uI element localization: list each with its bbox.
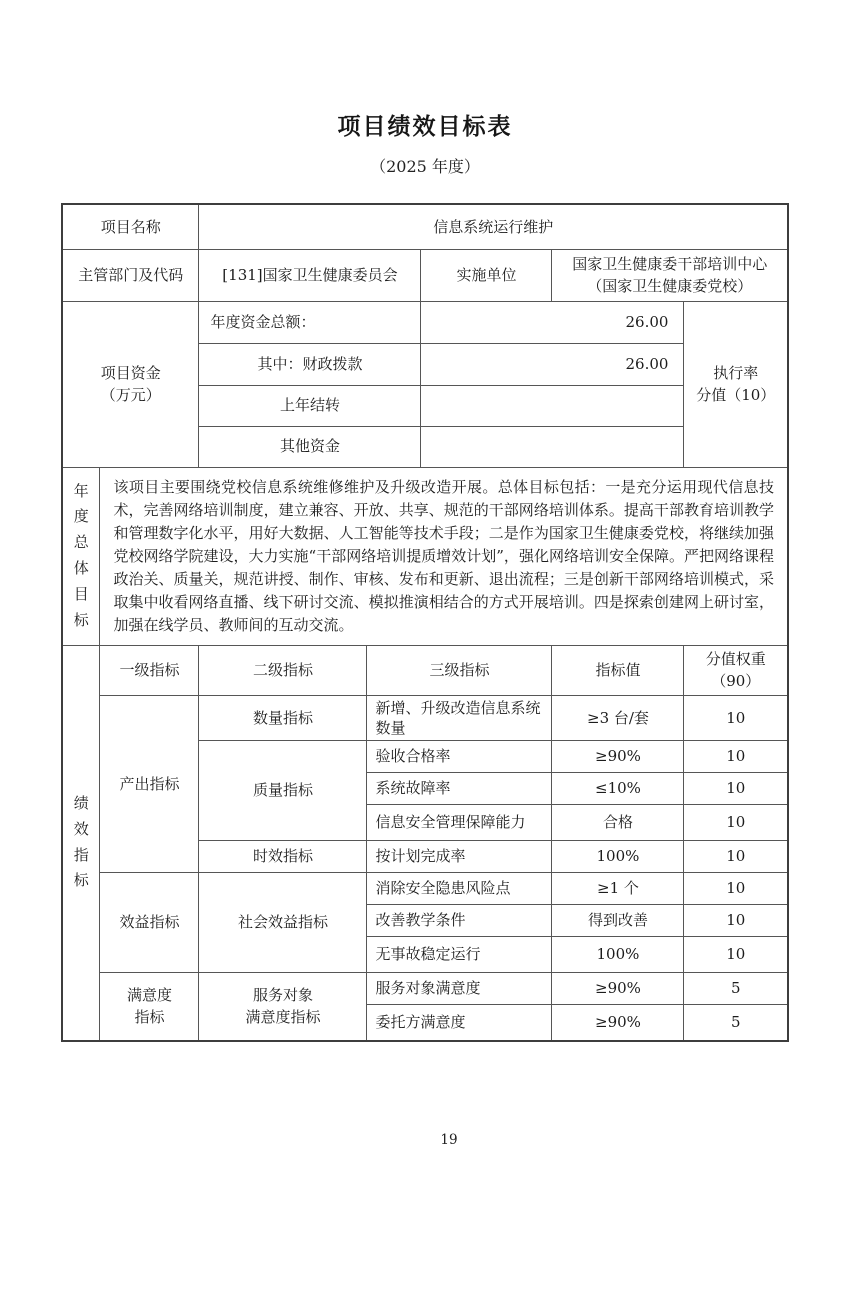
implement-unit-line2: （国家卫生健康委党校） [587, 277, 753, 295]
page-subtitle: （2025 年度） [370, 157, 480, 176]
funding-other-value-cell [421, 426, 684, 467]
indicator-weight-cell: 10 [684, 905, 788, 937]
level3-cell: 委托方满意度 [367, 1005, 552, 1041]
header-weight-line1: 分值权重 [705, 649, 766, 668]
indicators-label: 绩效指标 [73, 793, 89, 890]
level3-cell: 按计划完成率 [367, 841, 552, 873]
annual-goal-text-cell: 该项目主要围绕党校信息系统维修维护及升级改造开展。总体目标包括：一是充分运用现代信息技术，完善网络培训制度，建立兼容、开放、共享、规范的干部网络培训体系。提高干部教育培训教学和管理数字化水平，用好大数据、人工智能等技术手段；二是作为国家卫生健康委党校，将继续加强党校网络学院建设，大力实施“干部网络培训提质增效计划”，强化网络培训安全保障。严把网络课程政治关、质量关，规范讲授、制作、审核、发布和更新、退出流程；三是创新干部网络培训模式，采取集中收看网络直播、线下研讨交流、模拟推演相结合的方式开展培训。四是探索创建网上研讨室，加强在线学员、教师间的互动交流。 [100, 467, 788, 645]
implement-unit-label-cell: 实施单位 [421, 249, 552, 301]
funding-carryover-label-cell: 上年结转 [199, 385, 421, 426]
header-level1-cell: 一级指标 [100, 645, 199, 695]
funding-total-value-cell: 26.00 [421, 301, 684, 343]
project-name-value-cell: 信息系统运行维护 [199, 204, 788, 249]
indicator-weight-cell: 10 [684, 841, 788, 873]
level3-cell: 系统故障率 [367, 773, 552, 805]
indicator-value-cell: ≥90% [552, 741, 684, 773]
funding-label-line2: （万元） [100, 386, 161, 404]
indicator-weight-cell: 5 [684, 973, 788, 1005]
indicator-weight-cell: 10 [684, 695, 788, 741]
funding-fiscal-label-cell: 其中：财政拨款 [199, 343, 421, 385]
funding-label-cell [62, 301, 199, 467]
funding-row-total [62, 301, 788, 343]
header-weight-cell [684, 645, 788, 695]
level3-cell: 改善教学条件 [367, 905, 552, 937]
indicator-weight-cell: 10 [684, 937, 788, 973]
indicator-weight-cell: 10 [684, 773, 788, 805]
level1-output-cell: 产出指标 [100, 695, 199, 873]
service-satisfaction-line1: 服务对象 [252, 985, 313, 1004]
funding-carryover-value-cell [421, 385, 684, 426]
indicator-value-cell: ≥1 个 [552, 873, 684, 905]
level3-cell: 信息安全管理保障能力 [367, 805, 552, 841]
annual-goal-label-cell [62, 467, 100, 645]
execution-rate-line2: 分值（10） [696, 386, 776, 404]
project-name-label-cell: 项目名称 [62, 204, 199, 249]
execution-rate-cell [684, 301, 788, 467]
level1-benefit-cell: 效益指标 [100, 873, 199, 973]
indicator-value-cell: ≤10% [552, 773, 684, 805]
page-title: 项目绩效目标表 [337, 113, 513, 139]
header-level3-cell: 三级指标 [367, 645, 552, 695]
annual-goal-row [62, 467, 788, 645]
header-weight-line2: （90） [711, 672, 761, 690]
indicator-value-cell: ≥90% [552, 1005, 684, 1041]
service-satisfaction-line2: 满意度指标 [245, 1008, 321, 1027]
header-value-cell: 指标值 [552, 645, 684, 695]
funding-label-line1: 项目资金 [100, 363, 161, 382]
indicator-value-cell: ≥90% [552, 973, 684, 1005]
level3-cell: 消除安全隐患风险点 [367, 873, 552, 905]
indicator-row [62, 873, 788, 905]
page-number: 19 [440, 1131, 458, 1148]
level3-cell: 服务对象满意度 [367, 973, 552, 1005]
satisfaction-line1: 满意度 [126, 985, 172, 1004]
funding-total-label-cell: 年度资金总额： [199, 301, 421, 343]
level2-service-satisfaction-cell [199, 973, 367, 1041]
indicator-value-cell: 合格 [552, 805, 684, 841]
funding-fiscal-value-cell: 26.00 [421, 343, 684, 385]
department-label-cell: 主管部门及代码 [62, 249, 199, 301]
indicator-weight-cell: 10 [684, 741, 788, 773]
indicator-header-row [62, 645, 788, 695]
implement-unit-line1: 国家卫生健康委干部培训中心 [572, 254, 768, 273]
indicator-weight-cell: 10 [684, 873, 788, 905]
level1-satisfaction-cell [100, 973, 199, 1041]
indicator-value-cell: ≥3 台/套 [552, 695, 684, 741]
department-value-cell: [131]国家卫生健康委员会 [199, 249, 421, 301]
level2-social-benefit-cell: 社会效益指标 [199, 873, 367, 973]
indicator-row [62, 973, 788, 1005]
funding-other-label-cell: 其他资金 [199, 426, 421, 467]
annual-goal-label: 年度总体目标 [73, 481, 89, 629]
indicators-label-cell [62, 645, 100, 1041]
implement-unit-value-cell [552, 249, 788, 301]
header-level2-cell: 二级指标 [199, 645, 367, 695]
level3-cell: 新增、升级改造信息系统数量 [367, 695, 552, 741]
execution-rate-line1: 执行率 [713, 363, 759, 382]
indicator-weight-cell: 5 [684, 1005, 788, 1041]
indicator-value-cell: 得到改善 [552, 905, 684, 937]
level2-quality-cell: 质量指标 [199, 741, 367, 841]
department-row [62, 249, 788, 301]
level3-cell: 无事故稳定运行 [367, 937, 552, 973]
satisfaction-line2: 指标 [134, 1008, 165, 1027]
indicator-value-cell: 100% [552, 937, 684, 973]
level2-quantity-cell: 数量指标 [199, 695, 367, 741]
level2-timeliness-cell: 时效指标 [199, 841, 367, 873]
indicator-value-cell: 100% [552, 841, 684, 873]
indicator-weight-cell: 10 [684, 805, 788, 841]
project-name-row [62, 204, 788, 249]
performance-target-table [61, 203, 789, 1042]
indicator-row [62, 695, 788, 741]
level3-cell: 验收合格率 [367, 741, 552, 773]
